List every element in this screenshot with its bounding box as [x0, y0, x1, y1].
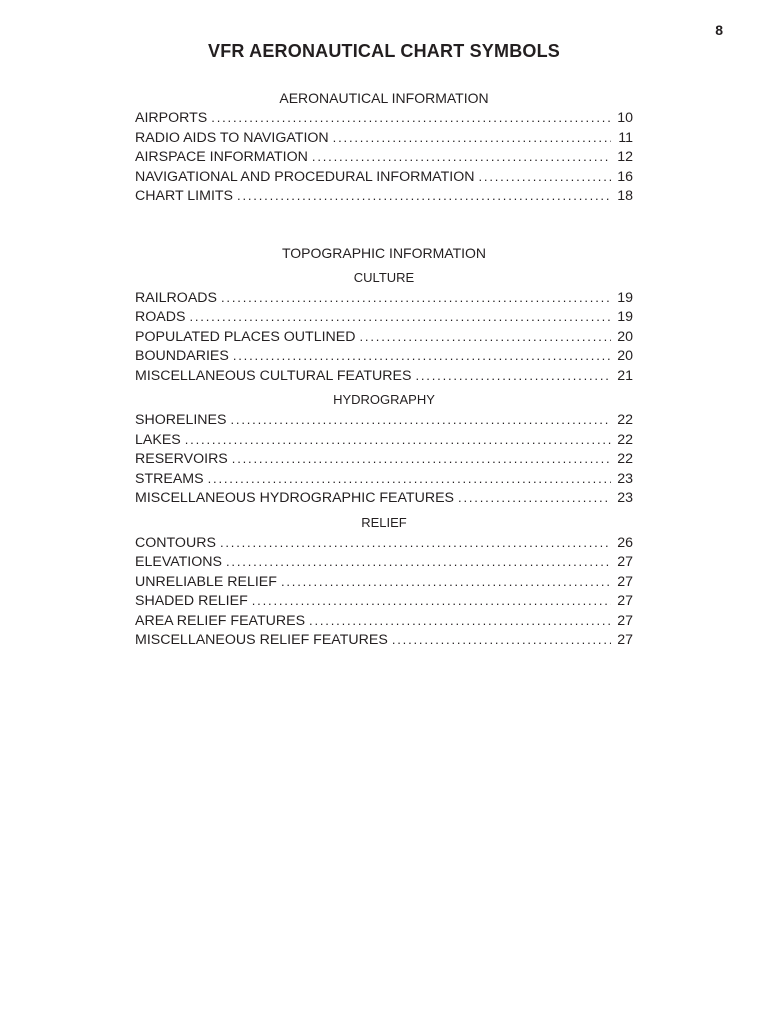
toc-entry-elevations[interactable] — [135, 552, 633, 572]
dot-leader — [333, 128, 611, 148]
toc-entry-page: 10 — [617, 110, 633, 126]
toc-entry-label: CHART LIMITS — [135, 188, 234, 204]
dot-leader — [309, 611, 611, 631]
toc-entry-page: 12 — [617, 149, 633, 165]
dot-leader — [189, 307, 611, 327]
toc-entry-label: ELEVATIONS — [135, 554, 222, 570]
toc-list-hydrography — [135, 410, 633, 508]
toc-entry-page: 19 — [617, 309, 633, 325]
dot-leader — [221, 288, 611, 308]
toc-entry-page: 20 — [617, 328, 633, 345]
dot-leader — [237, 186, 611, 206]
dot-leader — [392, 630, 611, 650]
toc-entry-label: POPULATED PLACES OUTLINED — [135, 328, 356, 345]
toc-entry-page: 19 — [617, 289, 633, 306]
toc-entry-label: ROADS — [135, 309, 186, 325]
toc-entry-lakes[interactable] — [135, 430, 633, 450]
toc-entry-airports[interactable] — [135, 108, 633, 128]
toc-entry-page: 18 — [617, 188, 633, 204]
toc-entry-page: 11 — [618, 129, 633, 146]
toc-entry-boundaries[interactable] — [135, 346, 633, 366]
toc-entry-label: AREA RELIEF FEATURES — [135, 612, 306, 629]
page-number: 8 — [715, 22, 723, 38]
toc-entry-label: SHORELINES — [135, 412, 227, 428]
toc-entry-label: RADIO AIDS TO NAVIGATION — [135, 129, 329, 146]
toc-entry-label: AIRSPACE INFORMATION — [135, 149, 308, 165]
toc-entry-airspace[interactable] — [135, 147, 633, 167]
toc-entry-chart-limits[interactable] — [135, 186, 633, 206]
dot-leader — [478, 167, 611, 187]
toc-entry-page: 20 — [617, 348, 633, 364]
toc-entry-label: UNRELIABLE RELIEF — [135, 573, 277, 590]
toc-entry-shaded-relief[interactable] — [135, 591, 633, 611]
toc-entry-label: MISCELLANEOUS CULTURAL FEATURES — [135, 367, 412, 384]
toc-entry-page: 22 — [617, 412, 633, 428]
toc-entry-label: CONTOURS — [135, 534, 216, 551]
dot-leader — [230, 410, 611, 430]
toc-entry-page: 27 — [617, 593, 633, 609]
toc-entry-page: 23 — [617, 470, 633, 487]
dot-leader — [252, 591, 611, 611]
toc-entry-label: SHADED RELIEF — [135, 593, 248, 609]
dot-leader — [208, 469, 611, 489]
toc-entry-radio-aids[interactable] — [135, 128, 633, 148]
dot-leader — [185, 430, 611, 450]
toc-entry-misc-hydrographic[interactable] — [135, 488, 633, 508]
toc-entry-page: 22 — [617, 431, 633, 448]
toc-entry-label: RAILROADS — [135, 289, 217, 306]
dot-leader — [226, 552, 611, 572]
dot-leader — [281, 572, 611, 592]
toc-entry-populated-places[interactable] — [135, 327, 633, 347]
toc-entry-label: MISCELLANEOUS RELIEF FEATURES — [135, 632, 388, 648]
table-of-contents — [135, 88, 633, 650]
toc-list-relief — [135, 533, 633, 650]
dot-leader — [415, 366, 611, 386]
subsection-heading-hydrography: HYDROGRAPHY — [333, 392, 435, 407]
dot-leader — [211, 108, 611, 128]
toc-entry-misc-relief[interactable] — [135, 630, 633, 650]
toc-entry-label: BOUNDARIES — [135, 348, 229, 364]
toc-entry-label: LAKES — [135, 431, 181, 448]
toc-entry-reservoirs[interactable] — [135, 449, 633, 469]
toc-entry-page: 27 — [617, 612, 633, 629]
dot-leader — [458, 488, 611, 508]
toc-entry-contours[interactable] — [135, 533, 633, 553]
dot-leader — [232, 449, 611, 469]
toc-entry-shorelines[interactable] — [135, 410, 633, 430]
toc-entry-roads[interactable] — [135, 307, 633, 327]
toc-entry-page: 22 — [617, 451, 633, 467]
toc-entry-page: 27 — [617, 573, 633, 590]
toc-entry-label: RESERVOIRS — [135, 451, 228, 467]
toc-entry-misc-cultural[interactable] — [135, 366, 633, 386]
toc-list-aeronautical — [135, 108, 633, 206]
section-heading-topographic: TOPOGRAPHIC INFORMATION — [281, 244, 487, 261]
toc-entry-navigational[interactable] — [135, 167, 633, 187]
subsection-heading-relief: RELIEF — [361, 514, 407, 530]
toc-entry-label: NAVIGATIONAL AND PROCEDURAL INFORMATION — [135, 168, 475, 185]
toc-entry-unreliable-relief[interactable] — [135, 572, 633, 592]
dot-leader — [360, 327, 612, 347]
toc-entry-page: 21 — [617, 367, 633, 384]
toc-entry-area-relief[interactable] — [135, 611, 633, 631]
toc-entry-page: 27 — [617, 554, 633, 570]
section-heading-aeronautical: AERONAUTICAL INFORMATION — [279, 90, 489, 106]
toc-entry-page: 23 — [617, 490, 633, 506]
toc-entry-railroads[interactable] — [135, 288, 633, 308]
toc-entry-page: 26 — [617, 534, 633, 551]
toc-entry-label: STREAMS — [135, 470, 204, 487]
section-spacer — [135, 206, 633, 243]
toc-entry-streams[interactable] — [135, 469, 633, 489]
dot-leader — [220, 533, 611, 553]
dot-leader — [312, 147, 611, 167]
toc-entry-page: 27 — [617, 632, 633, 648]
toc-entry-label: AIRPORTS — [135, 110, 208, 126]
dot-leader — [233, 346, 611, 366]
subsection-heading-culture: CULTURE — [353, 269, 415, 285]
page-title: VFR AERONAUTICAL CHART SYMBOLS — [208, 41, 560, 61]
toc-entry-page: 16 — [617, 168, 633, 185]
toc-list-culture — [135, 288, 633, 386]
toc-entry-label: MISCELLANEOUS HYDROGRAPHIC FEATURES — [135, 490, 455, 506]
